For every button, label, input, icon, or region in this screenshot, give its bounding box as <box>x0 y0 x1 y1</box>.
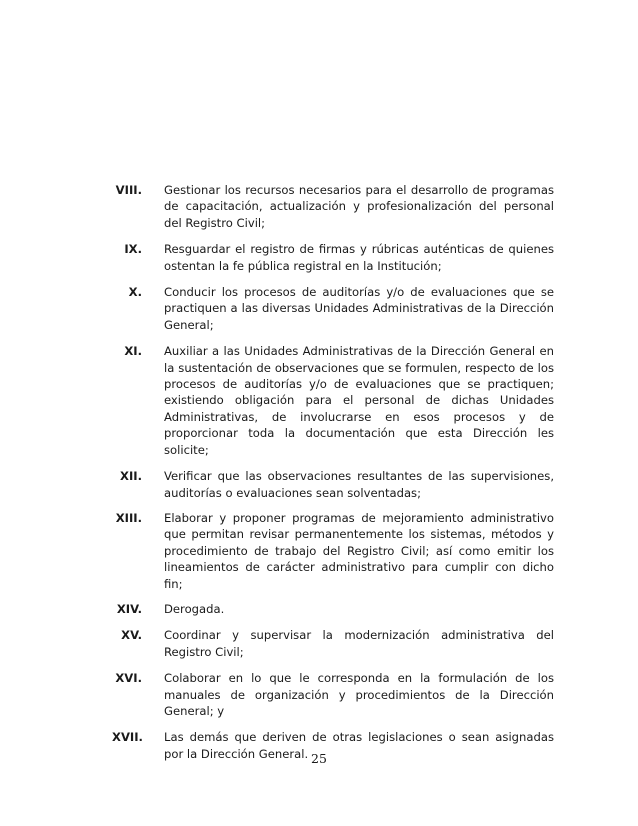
item-text: Las demás que deriven de otras legislaciones o sean asignadas por la Dirección General. <box>164 730 554 761</box>
item-text: Resguardar el registro de firmas y rúbricas auténticas de quienes ostentan la fe pública registral en la Institución; <box>164 242 554 273</box>
list-item <box>112 343 554 458</box>
list-item <box>112 670 554 719</box>
item-numeral: XIII. <box>115 510 142 525</box>
item-numeral: XVII. <box>112 730 143 745</box>
list-item <box>112 182 554 231</box>
list-item <box>112 284 554 333</box>
list-item <box>112 241 554 274</box>
item-text: Derogada. <box>164 601 225 616</box>
item-numeral: XVI. <box>115 671 142 686</box>
list-item <box>112 601 554 617</box>
list-item <box>112 627 554 660</box>
list-item <box>112 510 554 592</box>
item-text: Verificar que las observaciones resultantes de las supervisiones, auditorías o evaluaciones sean solventadas; <box>164 469 554 500</box>
item-numeral: XII. <box>120 469 142 484</box>
item-text: Gestionar los recursos necesarios para el desarrollo de programas de capacitación, actualización y profesionalización del personal del Registro Civil; <box>164 183 554 230</box>
item-text: Conducir los procesos de auditorías y/o de evaluaciones que se practiquen a las diversas Unidades Administrativas de la Dirección General; <box>164 285 554 332</box>
item-text: Auxiliar a las Unidades Administrativas de la Dirección General en la sustentación de observaciones que se formulen, respecto de los procesos de auditorías y/o de evaluaciones que se practiquen; existiendo obligación para el personal de dichas Unidades Administrativas, de involucrarse en esos procesos y de proporcionar toda la documentación que esta Dirección les solicite; <box>164 344 554 457</box>
item-text: Coordinar y supervisar la modernización administrativa del Registro Civil; <box>164 628 554 659</box>
item-text: Elaborar y proponer programas de mejoramiento administrativo que permitan revisar permanentemente los sistemas, métodos y procedimiento de trabajo del Registro Civil; así como emitir los lineamientos de carácter administrativo para cumplir con dicho fin; <box>164 510 554 591</box>
page-number: 25 <box>311 751 327 766</box>
list-item <box>112 468 554 501</box>
item-numeral: XV. <box>121 628 142 643</box>
item-numeral: VIII. <box>115 183 142 197</box>
item-numeral: IX. <box>124 242 142 257</box>
numbered-list <box>112 182 554 772</box>
item-numeral: X. <box>128 285 142 300</box>
item-numeral: XI. <box>124 344 142 359</box>
item-numeral: XIV. <box>116 601 142 616</box>
item-text: Colaborar en lo que le corresponda en la formulación de los manuales de organización y procedimientos de la Dirección General; y <box>164 671 554 718</box>
